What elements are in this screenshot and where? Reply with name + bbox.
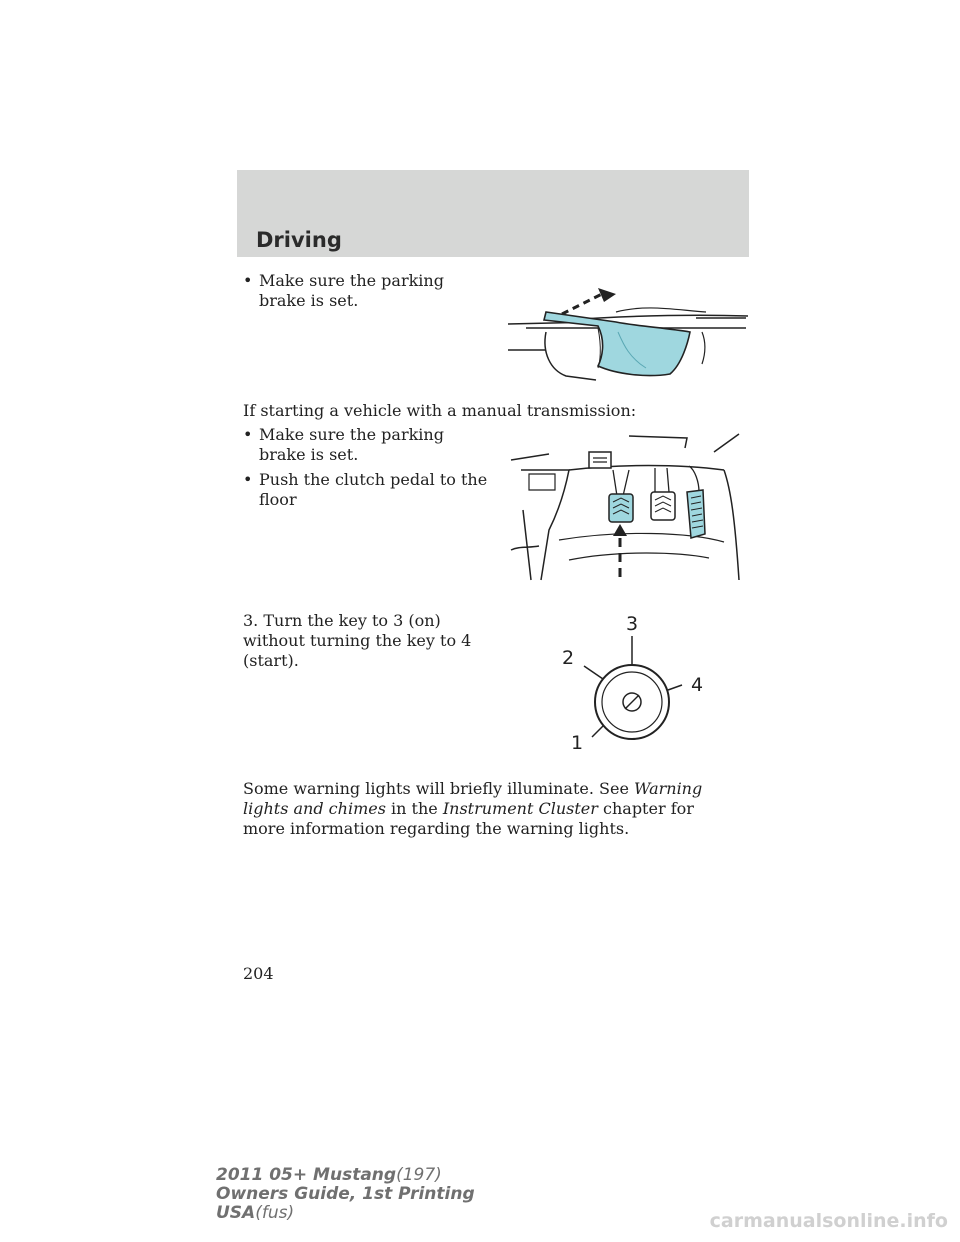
ignition-label-4: 4 bbox=[691, 674, 704, 696]
bullet-text: Make sure the parking brake is set. bbox=[259, 425, 444, 464]
footer-line-1: 2011 05+ Mustang(197) bbox=[216, 1165, 442, 1185]
clutch-pedal-bullet bbox=[243, 470, 503, 510]
ignition-label-1: 1 bbox=[571, 732, 584, 754]
parking-brake-bullet bbox=[243, 271, 483, 311]
footer-line-2: Owners Guide, 1st Printing bbox=[216, 1184, 475, 1204]
page-number: 204 bbox=[243, 964, 274, 983]
bullet-text: Make sure the parking brake is set. bbox=[259, 271, 444, 310]
manual-transmission-intro: If starting a vehicle with a manual transmission: bbox=[243, 401, 637, 420]
parking-brake-bullet bbox=[243, 425, 483, 465]
bullet-dot: • bbox=[243, 425, 253, 444]
chapter-title: Driving bbox=[256, 228, 342, 252]
warning-lights-paragraph bbox=[243, 779, 713, 839]
warning-lights-reference: Warning lights and chimes bbox=[243, 779, 703, 818]
document-footer bbox=[216, 1166, 475, 1223]
bullet-dot: • bbox=[243, 271, 253, 290]
pedals-figure bbox=[509, 430, 749, 584]
watermark: carmanualsonline.info bbox=[709, 1210, 948, 1232]
ignition-label-3: 3 bbox=[626, 613, 639, 635]
footer-line-3: USA(fus) bbox=[216, 1203, 295, 1223]
bullet-dot: • bbox=[243, 470, 253, 489]
instrument-cluster-reference: Instrument Cluster bbox=[442, 799, 598, 818]
parking-brake-figure bbox=[506, 272, 750, 384]
bullet-text: Push the clutch pedal to the floor bbox=[259, 470, 488, 509]
ignition-label-2: 2 bbox=[562, 647, 575, 669]
chapter-header-band bbox=[237, 170, 749, 257]
warning-text-1: Some warning lights will briefly illuminate. See bbox=[243, 779, 635, 798]
warning-text-2: in the bbox=[385, 799, 443, 818]
warning-text-3: chapter for more information regarding the warning lights. bbox=[243, 799, 694, 838]
step-3-text: 3. Turn the key to 3 (on) without turning the key to 4 (start). bbox=[243, 611, 472, 670]
